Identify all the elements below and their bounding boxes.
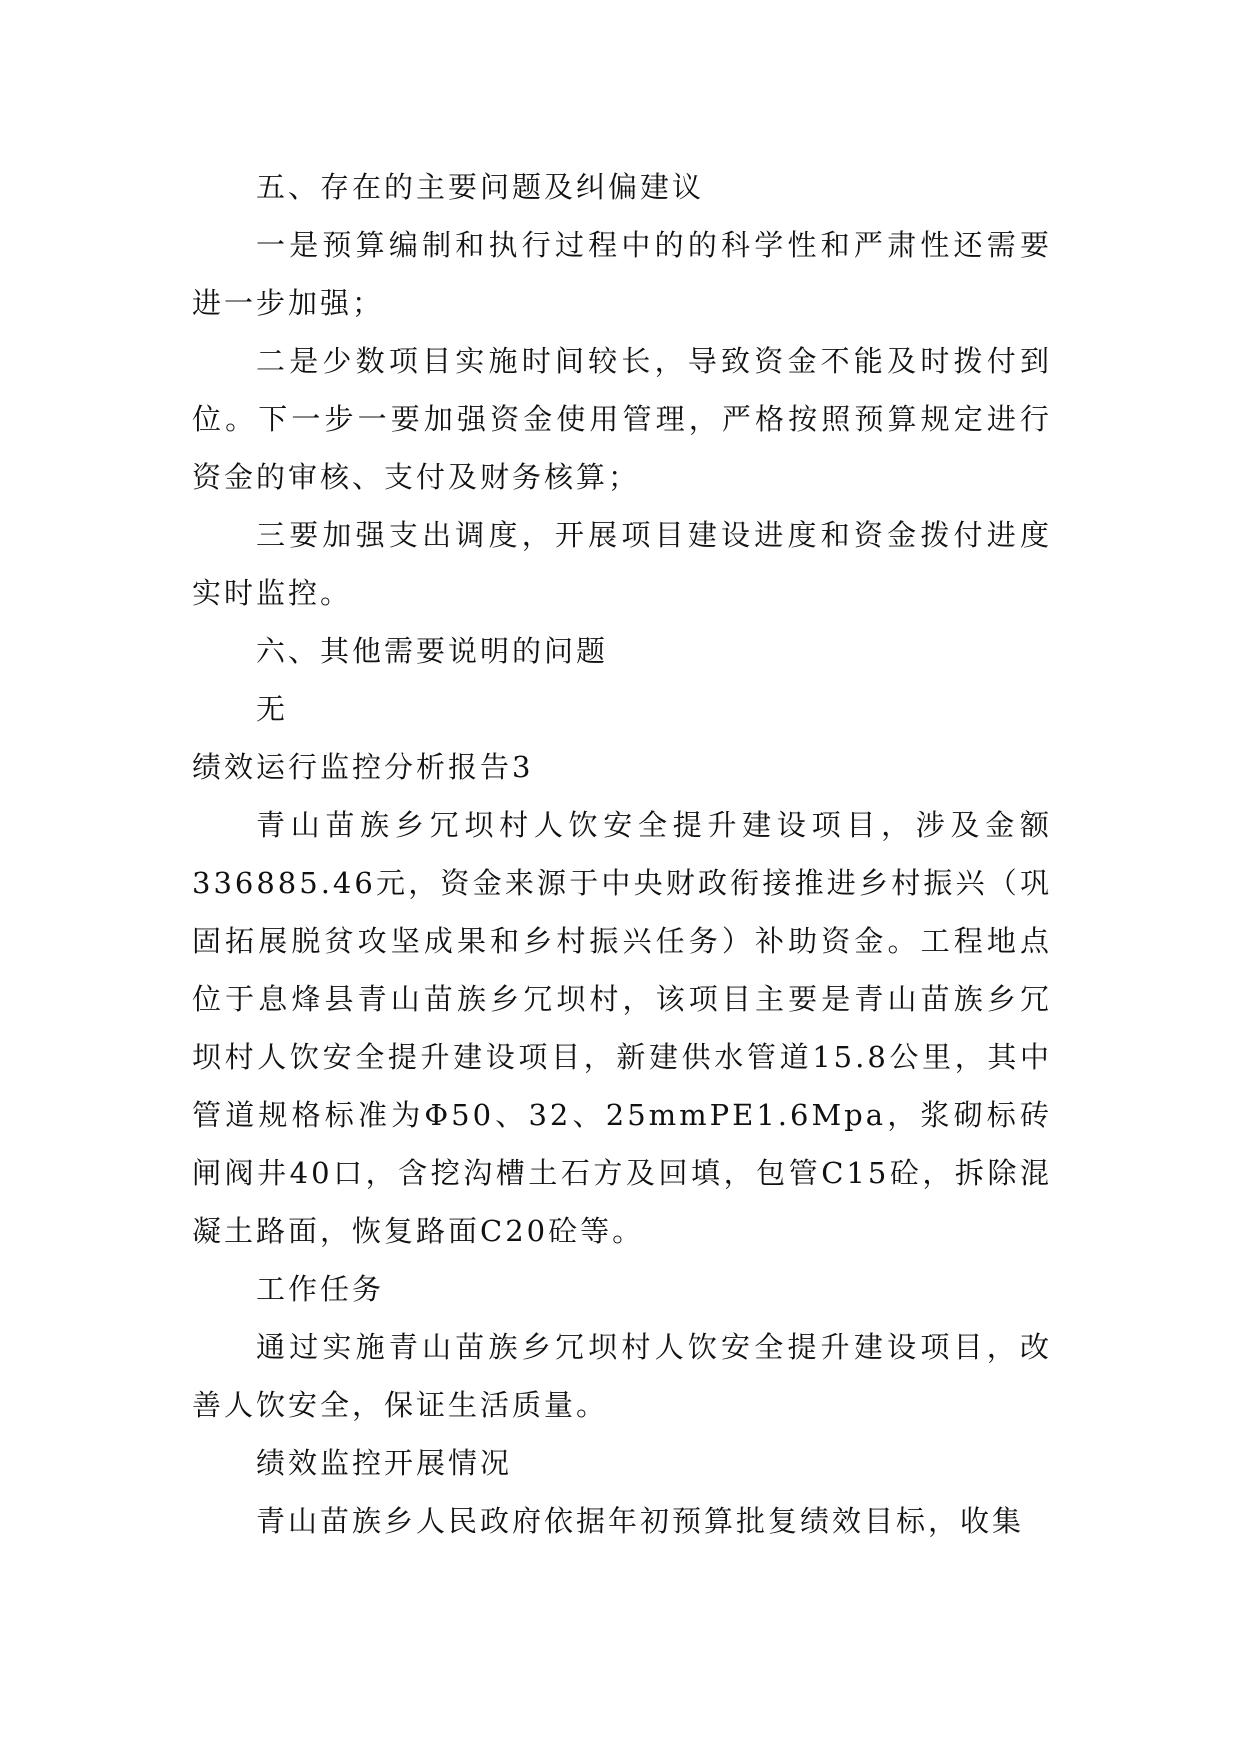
section-heading-performance: 绩效监控开展情况 <box>256 1446 513 1480</box>
paragraph-monitoring: 三要加强支出调度，开展项目建设进度和资金拨付进度实时监控。 <box>192 518 1052 610</box>
paragraph-budget-issue: 一是预算编制和执行过程中的的科学性和严肃性还需要进一步加强； <box>192 228 1052 320</box>
paragraph-project-description: 青山苗族乡冗坝村人饮安全提升建设项目，涉及金额336885.46元，资金来源于中央财政衔接推进乡村振兴（巩固拓展脱贫攻坚成果和乡村振兴任务）补助资金。工程地点位于息烽县青山苗族乡冗坝村，该项目主要是青山苗族乡冗坝村人饮安全提升建设项目，新建供水管道15.8公里，其中管道规格标准为Φ50、32、25mmPE1.6Mpa，浆砌标砖闸阀井40口，含挖沟槽土石方及回填，包管C15砼，拆除混凝土路面，恢复路面C20砼等。 <box>192 808 1052 1248</box>
document-page <box>192 158 1052 1550</box>
paragraph-project-delay: 二是少数项目实施时间较长，导致资金不能及时拨付到位。下一步一要加强资金使用管理，严格按照预算规定进行资金的审核、支付及财务核算； <box>192 344 1052 494</box>
section-heading-tasks: 工作任务 <box>256 1272 385 1306</box>
report-title: 绩效运行监控分析报告3 <box>192 750 534 784</box>
paragraph-none: 无 <box>256 692 289 726</box>
section-heading-problems: 五、存在的主要问题及纠偏建议 <box>256 170 705 204</box>
paragraph-performance: 青山苗族乡人民政府依据年初预算批复绩效目标，收集 <box>256 1504 1025 1538</box>
paragraph-tasks: 通过实施青山苗族乡冗坝村人饮安全提升建设项目，改善人饮安全，保证生活质量。 <box>192 1330 1052 1422</box>
section-heading-other: 六、其他需要说明的问题 <box>256 634 609 668</box>
